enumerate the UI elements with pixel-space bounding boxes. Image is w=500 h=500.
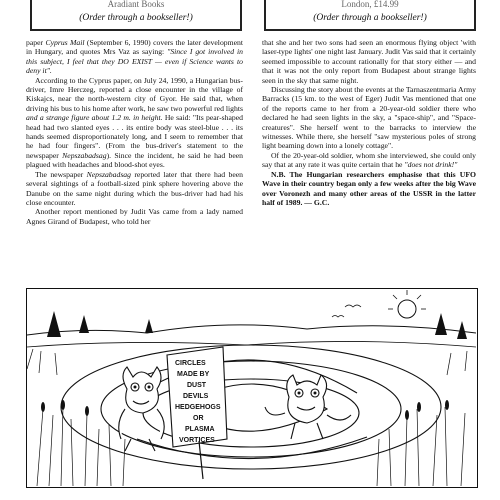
sign-line: PLASMA <box>185 426 215 433</box>
paragraph: that she and her two sons had seen an enormous flying object 'with laser-type lights' one night last January. Judit Vas said that it certainly seemed impossible to account rationally for that story either — and that it was not the only report from Budapest about strange lights seen in the sky that same night. <box>262 38 476 85</box>
sign-line: MADE BY <box>177 371 210 378</box>
cartoon-illustration <box>26 288 478 488</box>
order-note: (Order through a bookseller!) <box>313 13 427 23</box>
paragraph: paper Cyprus Mail (September 6, 1990) covers the later development in Hungary, and quotes Mrs Vaz as saying: "Since I got involved in this subject, I feel that they DO EXIST — even if Science wants to deny it". <box>26 38 243 76</box>
order-note: (Order through a bookseller!) <box>79 13 193 23</box>
paragraph: Discussing the story about the events at the Tarnaszentmaria Army Barracks (15 km. to the west of Eger) Judit Vas mentioned that one of the reports came to her from a 20-year-old soldier there who declared he had seen lights in the sky, a "space-ship", and "Space-creatures". She herself went to the barracks to interview the witnesses. While there, she herself "saw mysterious poles of strong light beaming down into a lonely cottage". <box>262 85 476 151</box>
sign-line: CIRCLES <box>175 360 206 367</box>
paragraph: According to the Cyprus paper, on July 24, 1990, a Hungarian bus-driver, Imre Herczeg, reported a close encounter in the village of Kiskajcs, near the north-western city of Gyor. He said that, when driving his bus to his home after work, he saw two powerful red lights and a strange figure about 1.2 m. in height. He said: "Its pear-shaped head had two slanted eyes . . . its entire body was steel-blue . . . its hands seemed disproportionately long, and I seem to remember that he had four fingers". (From the bus-driver's statement to the newspaper Nepszabadsag). Since the incident, he said he had been plagued with headaches and blood-shot eyes. <box>26 75 243 170</box>
editor-note: N.B. The Hungarian researchers emphasise that this UFO Wave in their country began only a few weeks after the big Wave over Voronezh and many other areas of the USSR in the latter half of 1989. — G.C. <box>262 169 476 207</box>
book-note-box-left <box>30 0 242 31</box>
paragraph: The newspaper Nepszabadsag reported later that there had been several sightings of a football-sized pink sphere hovering above the Danube on the same night during which the bus-driver had had his close encounter. <box>26 169 243 207</box>
book-note-box-right <box>264 0 476 31</box>
article-column-left <box>26 38 243 226</box>
sign-line: DUST <box>187 382 207 389</box>
sign-line: OR <box>193 415 204 422</box>
paragraph: Another report mentioned by Judit Vas came from a lady named Agnes Girand of Budapest, who told her <box>26 207 243 226</box>
cartoon-drawing <box>27 289 476 486</box>
article-column-right <box>262 38 476 207</box>
sign-line: DEVILS <box>183 393 209 400</box>
sign-line: HEDGEHOGS <box>175 404 221 411</box>
book-note-top-line: Aradiant Books <box>107 0 165 9</box>
paragraph: Of the 20-year-old soldier, whom she interviewed, she could only say that at any rate it was quite certain that he "does not drink!" <box>262 150 476 170</box>
sign-line: VORTICES <box>179 437 215 444</box>
book-note-price: London, £14.99 <box>341 0 399 9</box>
